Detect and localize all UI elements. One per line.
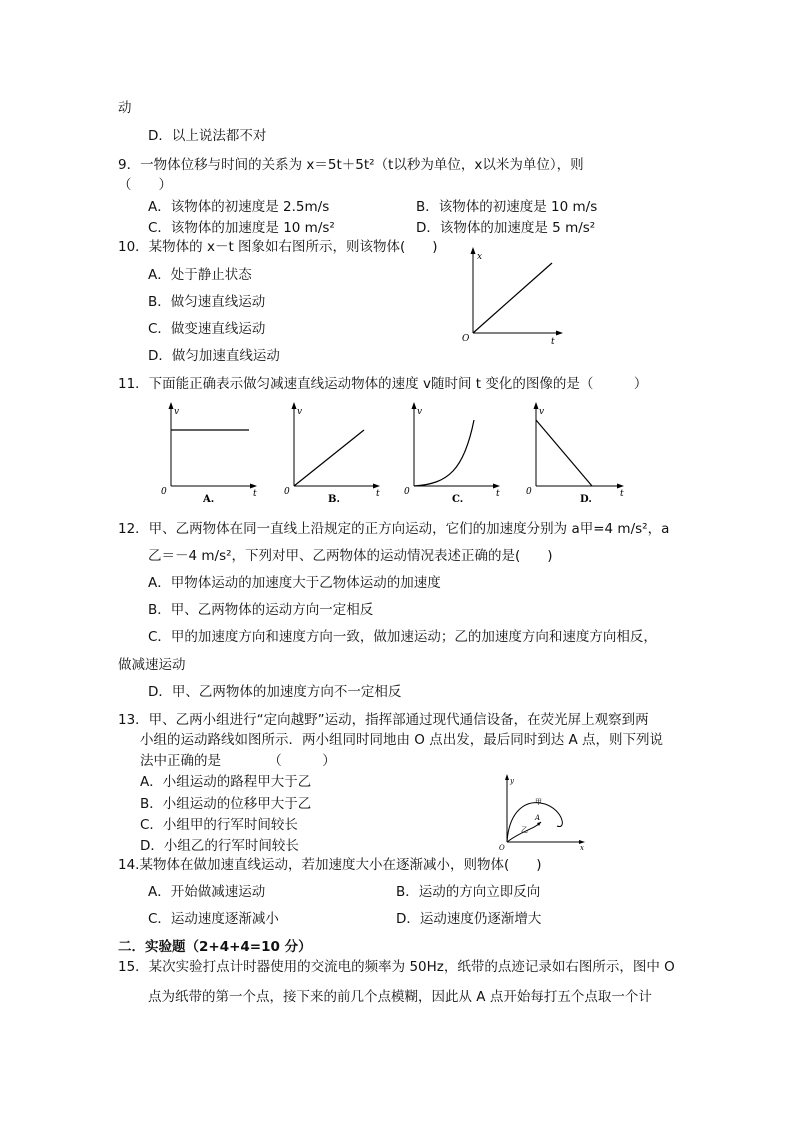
q11-b-o: 0 (284, 487, 290, 497)
q13-a-label: A (535, 814, 541, 822)
section-2-heading: 二．实验题（2+4+4=10 分） (118, 939, 312, 955)
q12-option-c-1: C．甲的加速度方向和速度方向一致，做加速运动；乙的加速度方向和速度方向相反， (148, 629, 657, 645)
q11-c-o: 0 (404, 487, 410, 497)
q11-a-label: A. (203, 494, 215, 505)
q13-option-d: D．小组乙的行军时间较长 (140, 838, 299, 854)
q13-stem-1: 13．甲、乙两小组进行“定向越野”运动，指挥部通过现代通信设备，在荧光屏上观察到两 (118, 712, 649, 728)
q14-stem: 14.某物体在做加速直线运动，若加速度大小在逐渐减小，则物体( ) (118, 857, 542, 873)
q11-c-t: t (496, 489, 500, 499)
q14-option-a: A．开始做减速运动 (148, 884, 266, 900)
q11-b-t: t (376, 489, 380, 499)
q12-stem-2: 乙＝－4 m/s²，下列对甲、乙两物体的运动情况表述正确的是( ) (148, 548, 553, 564)
q12-option-a: A．甲物体运动的加速度大于乙物体运动的加速度 (148, 575, 441, 591)
q11-a-o: 0 (161, 487, 167, 497)
q13-option-b: B．小组运动的位移甲大于乙 (140, 796, 312, 812)
q10-option-a: A．处于静止状态 (148, 267, 252, 283)
q13-yi-label: 乙 (521, 826, 528, 834)
q9-stem: 9．一物体位移与时间的关系为 x＝5t＋5t²（t以秒为单位，x以米为单位），则 (118, 157, 584, 173)
q10-stem: 10．某物体的 x－t 图象如右图所示，则该物体( ) (118, 239, 438, 255)
q9-paren: （ ） (118, 177, 172, 193)
q13-x-label: x (580, 844, 584, 852)
q11-graph-a (155, 400, 263, 508)
q10-option-b: B．做匀速直线运动 (148, 294, 266, 310)
q10-option-d: D．做匀加速直线运动 (148, 348, 280, 364)
q11-graph-c (398, 400, 506, 508)
q11-d-curve (536, 420, 592, 486)
q13-route-figure (495, 772, 590, 852)
q11-d-o: 0 (526, 487, 532, 497)
q9-option-b: B．该物体的初速度是 10 m/s (416, 199, 598, 215)
q11-d-v: v (539, 407, 545, 417)
q13-jia-label: 甲 (535, 798, 542, 806)
q11-c-curve (414, 420, 474, 486)
q10-x-label: x (477, 252, 483, 262)
q11-b-v: v (297, 407, 303, 417)
q12-stem-1: 12．甲、乙两物体在同一直线上沿规定的正方向运动，它们的加速度分别为 a甲=4 m/s²，a (118, 521, 670, 537)
q14-option-c: C．运动速度逐渐减小 (148, 911, 279, 927)
q14-option-d: D．运动速度仍逐渐增大 (396, 911, 542, 927)
q13-y-label: y (510, 777, 514, 785)
q9-option-c: C．该物体的加速度是 10 m/s² (148, 220, 335, 236)
q13-stem-3: 法中正确的是 （ ） (140, 753, 336, 769)
q14-option-b: B．运动的方向立即反向 (396, 884, 541, 900)
q12-option-b: B．甲、乙两物体的运动方向一定相反 (148, 602, 374, 618)
q11-graph-b (278, 400, 386, 508)
q10-xt-graph (455, 245, 570, 345)
q12-option-d: D．甲、乙两物体的加速度方向不一定相反 (148, 684, 402, 700)
q11-c-v: v (417, 407, 423, 417)
q13-o-label: O (499, 844, 505, 852)
q11-c-label: C. (452, 494, 464, 505)
q11-stem: 11．下面能正确表示做匀减速直线运动物体的速度 v随时间 t 变化的图像的是（ ） (118, 376, 648, 392)
q11-graph-d (520, 400, 630, 508)
q9-option-a: A．该物体的初速度是 2.5m/s (148, 199, 330, 215)
q15-line-2: 点为纸带的第一个点，接下来的前几个点模糊，因此从 A 点开始每打五个点取一个计 (148, 989, 652, 1005)
q10-axis-x-arrow (471, 247, 476, 254)
q11-d-t: t (620, 489, 624, 499)
q13-option-a: A．小组运动的路程甲大于乙 (140, 774, 312, 790)
q15-line-1: 15．某次实验打点计时器使用的交流电的频率为 50Hz，纸带的点迹记录如右图所示，图中 O (118, 959, 675, 975)
q9-option-d: D．该物体的加速度是 5 m/s² (416, 220, 596, 236)
q11-b-curve (294, 430, 364, 486)
q10-axis-t-arrow (556, 331, 563, 336)
q11-b-label: B. (328, 494, 340, 505)
q11-a-t: t (253, 489, 257, 499)
q8-option-d: D．以上说法都不对 (148, 128, 267, 144)
q11-a-v: v (174, 407, 180, 417)
q13-option-c: C．小组甲的行军时间较长 (140, 817, 298, 833)
q10-option-c: C．做变速直线运动 (148, 321, 266, 337)
q11-d-label: D. (580, 494, 592, 505)
q10-t-label: t (551, 337, 555, 345)
q10-line (473, 263, 552, 333)
q13-stem-2: 小组的运动路线如图所示．两小组同时同地由 O 点出发，最后同时到达 A 点，则下列说 (140, 732, 664, 748)
q8-tail: 动 (118, 100, 132, 116)
q10-origin: O (462, 334, 470, 344)
q12-option-c-2: 做减速运动 (118, 657, 186, 673)
